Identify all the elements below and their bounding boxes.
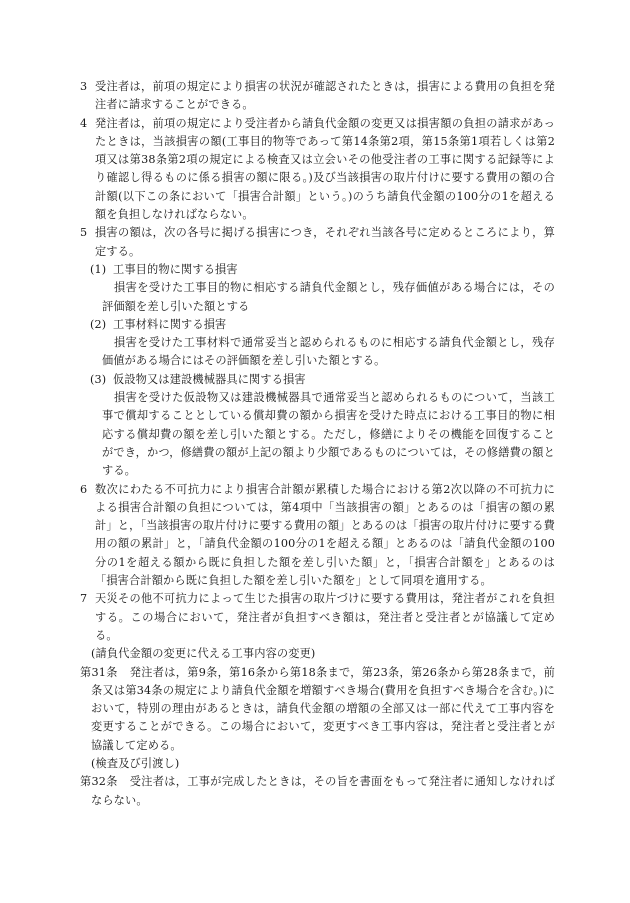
paragraph-text: 天災その他不可抗力によって生じた損害の取片づけに要する費用は，発注者がこれを負担する。この場合において，発注者が負担すべき額は，発注者と受注者とが協議して定める。 [95, 592, 555, 642]
item-3-heading [80, 371, 555, 389]
paragraph-7 [80, 590, 555, 645]
paragraph-5 [80, 224, 555, 261]
item-number: (1) [90, 262, 107, 276]
article-text: 発注者は，第9条，第16条から第18条まで，第23条，第26条から第28条まで，前条又は第34条の規定により請負代金額を増額すべき場合(費用を負担すべき場合を含む。)において，特別の理由があるときは，請負代金額の増額の全部又は一部に代えて工事内容を変更することができる。この場合において，変更すべき工事内容は，発注者と受注者とが協議して定める。 [91, 665, 555, 752]
article-number: 第32条 [80, 775, 118, 789]
item-3-body: 損害を受けた仮設物又は建設機械器具で通常妥当と認められるものについて，当該工事で償却することとしている償却費の額から損害を受けた時点における工事目的物に相応する償却費の額を差し引いた額とする。ただし，修繕によりその機能を回復することができ，かつ，修繕費の額が上記の額より少額であるものについては，その修繕費の額とする。 [102, 391, 555, 478]
item-number: (2) [90, 317, 107, 331]
paragraph-number: 7 [80, 592, 88, 606]
item-title: 工事目的物に関する損害 [113, 262, 238, 276]
item-number: (3) [90, 372, 107, 386]
item-title: 工事材料に関する損害 [113, 317, 227, 331]
article-31 [80, 664, 555, 755]
article-31-caption: (請負代金額の変更に代える工事内容の変更) [91, 647, 316, 661]
paragraph-text: 数次にわたる不可抗力により損害合計額が累積した場合における第2次以降の不可抗力による損害合計額の負担については，第4項中「当該損害の額」とあるのは「損害の額の累計」と，「当該損害の取片付けに要する費用の額」とあるのは「損害の取片付けに要する費用の額の累計」と，「請負代金額の100分の1を超える額」とあるのは「請負代金額の100分の1を超える額から既に負担した額を差し引いた額」と，「損害合計額を」とあるのは「損害合計額から既に負担した額を差し引いた額を」として同項を適用する。 [95, 482, 555, 588]
item-1-heading [80, 261, 555, 279]
contract-document [80, 78, 555, 810]
item-1-body: 損害を受けた工事目的物に相応する請負代金額とし，残存価値がある場合には，その評価額を差し引いた額とする [102, 281, 555, 313]
article-32-caption: (検査及び引渡し) [91, 756, 180, 770]
item-2-body: 損害を受けた工事材料で通常妥当と認められるものに相応する請負代金額とし，残存価値がある場合にはその評価額を差し引いた額とする。 [102, 336, 555, 368]
item-title: 仮設物又は建設機械器具に関する損害 [113, 372, 306, 386]
paragraph-4 [80, 115, 555, 225]
paragraph-number: 5 [80, 226, 88, 240]
paragraph-number: 4 [80, 116, 88, 130]
paragraph-number: 6 [80, 482, 88, 496]
paragraph-text: 発注者は，前項の規定により受注者から請負代金額の変更又は損害額の負担の請求があったときは，当該損害の額(工事目的物等であって第14条第2項，第15条第1項若しくは第2項又は第38条第2項の規定による検査又は立会いその他受注者の工事に関する記録等により確認し得るものに係る損害の額に限る。)及び当該損害の取片付けに要する費用の額の合計額(以下この条において「損害合計額」という。)のうち請負代金額の100分の1を超える額を負担しなければならない。 [95, 116, 555, 222]
item-2-heading [80, 316, 555, 334]
paragraph-6 [80, 481, 555, 591]
paragraph-text: 損害の額は，次の各号に掲げる損害につき，それぞれ当該各号に定めるところにより，算定する。 [95, 226, 555, 258]
article-number: 第31条 [80, 665, 118, 679]
paragraph-3 [80, 78, 555, 115]
article-text: 受注者は，工事が完成したときは，その旨を書面をもって発注者に通知しなければならない。 [91, 775, 555, 807]
paragraph-text: 受注者は，前項の規定により損害の状況が確認されたときは，損害による費用の負担を発注者に請求することができる。 [95, 80, 555, 112]
article-32 [80, 773, 555, 810]
paragraph-number: 3 [80, 80, 88, 93]
